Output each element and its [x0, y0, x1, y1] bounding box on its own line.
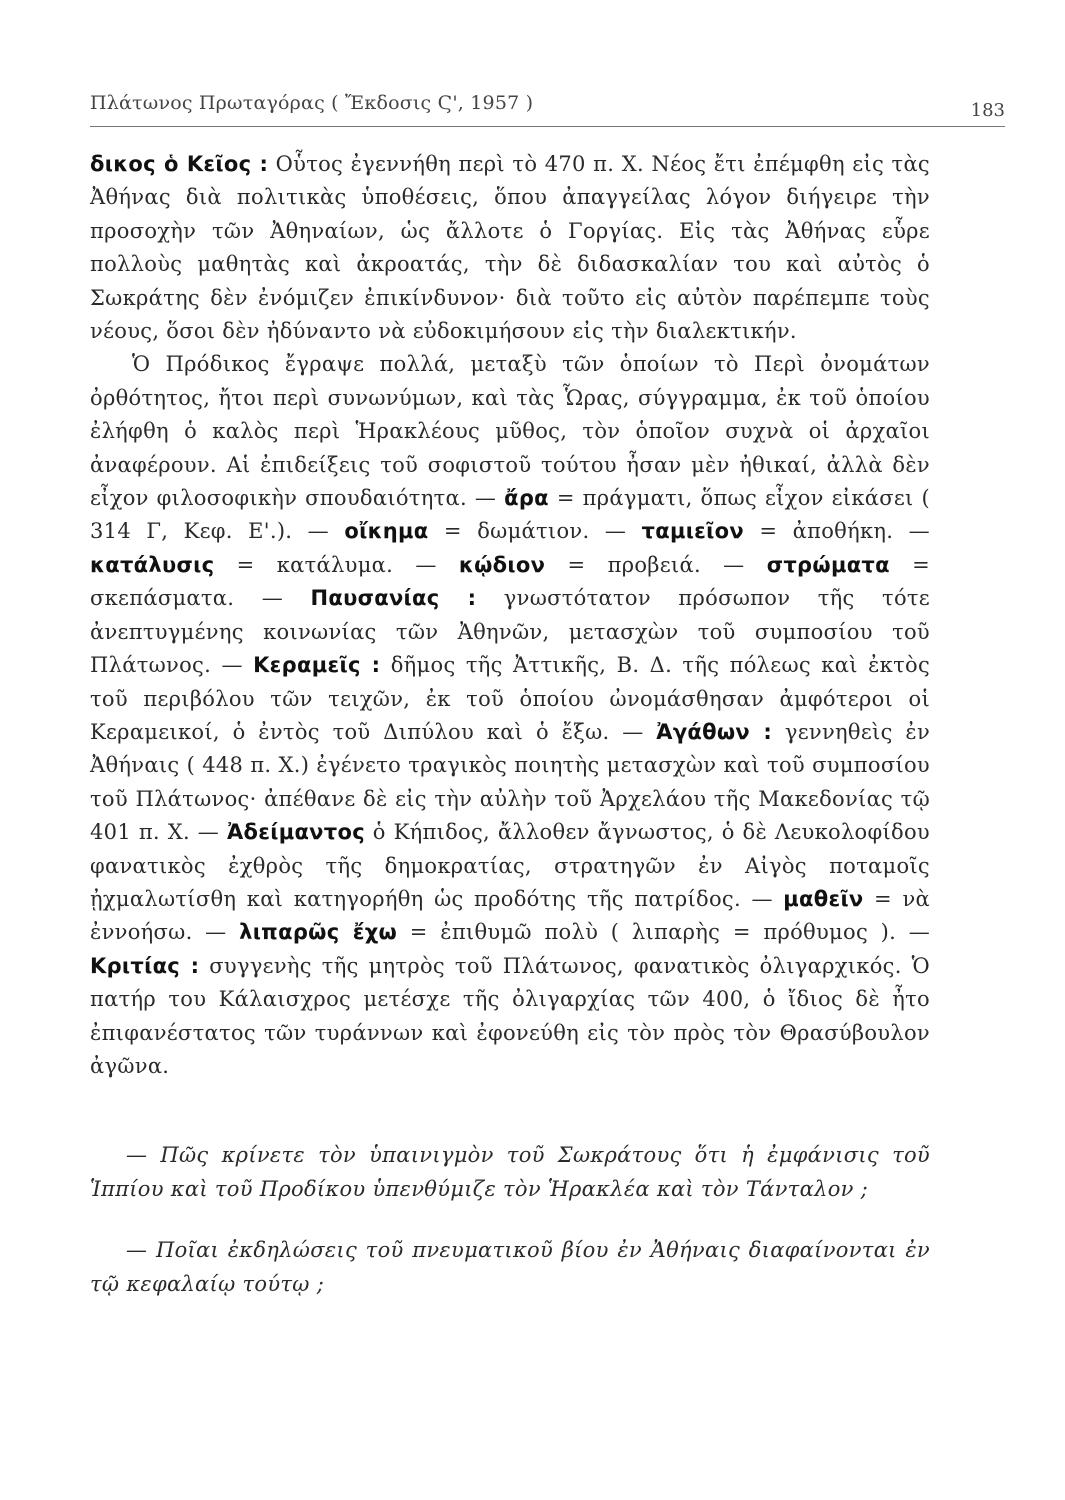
study-question: — Πῶς κρίνετε τὸν ὑπαινιγμὸν τοῦ Σωκράτους ὅτι ἡ ἐμφάνισις τοῦ Ἱππίου καὶ τοῦ Προδίκου ὑπενθύμιζε τὸν Ἡρακλέα καὶ τὸν Τάνταλον ; [90, 1143, 930, 1201]
glossary-term: μαθεῖν [783, 886, 864, 911]
glossary-term: Κριτίας : [90, 953, 200, 978]
glossary-term: δικος ὁ Κεῖος : [90, 152, 269, 176]
glossary-paragraph [90, 348, 930, 1083]
glossary-term: ἄρα [504, 486, 549, 511]
page-number: 183 [970, 100, 1005, 121]
running-header-title: Πλάτωνος Πρωταγόρας ( Ἔκδοσις Ϛ', 1957 ) [90, 92, 534, 114]
glossary-term: οἴκημα [344, 519, 429, 544]
glossary-term: λιπαρῶς ἔχω [239, 920, 398, 945]
glossary-term: κατάλυσις [90, 552, 215, 577]
prodicus-paragraph [90, 148, 930, 348]
running-header [90, 90, 1005, 127]
glossary-term: Κεραμεῖς : [253, 653, 381, 678]
glossary-definition: γνωστότατον πρόσωπον τῆς τότε ἀνεπτυγμένης κοινωνίας τῶν Ἀθηνῶν, μετασχὼν τοῦ συμποσίου τοῦ Πλάτωνος. — [90, 586, 930, 678]
glossary-definition: = πράγματι, ὅπως εἶχον εἰκάσει ( 314 Γ, Κεφ. Ε'.). — [90, 486, 930, 544]
glossary-term: Ἀδείμαντος [226, 820, 365, 845]
glossary-definition: = ἀποθήκη. — [743, 519, 930, 544]
glossary-definition: = νὰ ἐννοήσω. — [90, 886, 930, 945]
glossary-definition: συγγενὴς τῆς μητρὸς τοῦ Πλάτωνος, φανατικὸς ὀλιγαρχικός. Ὁ πατήρ του Κάλαισχρος μετέσχε τῆς ὀλιγαρχίας τῶν 400, ὁ ἴδιος δὲ ἦτο ἐπιφανέστατος τῶν τυράννων καὶ ἐφονεύθη εἰς τὸν πρὸς τὸν Θρασύβουλον ἀγῶνα. [90, 953, 930, 1078]
glossary-term: ταμιεῖον [641, 519, 744, 544]
glossary-definition: = σκεπάσματα. — [90, 552, 930, 611]
glossary-definition: δῆμος τῆς Ἀττικῆς, Β. Δ. τῆς πόλεως καὶ ἐκτὸς τοῦ περιβόλου τῶν τειχῶν, ἐκ τοῦ ὁποίου ὠνομάσθησαν ἀμφότεροι οἱ Κεραμεικοί, ὁ ἐντὸς τοῦ Διπύλου καὶ ὁ ἔξω. — [90, 653, 931, 744]
glossary-term: κῴδιον [458, 552, 546, 577]
commentary-text [90, 148, 930, 1301]
glossary-definition: ὁ Κήπιδος, ἄλλοθεν ἄγνωστος, ὁ δὲ Λευκολοφίδου φανατικὸς ἐχθρὸς τῆς δημοκρατίας, στρατηγῶν ἐν Αἰγὸς ποταμοῖς ᾐχμαλωτίσθη καὶ κατηγορήθη ὡς προδότης τῆς πατρίδος. — [90, 820, 930, 911]
glossary-definition: = ἐπιθυμῶ πολὺ ( λιπαρὴς = πρόθυμος ). — [397, 920, 931, 945]
glossary-definition: = δωμάτιον. — [428, 519, 642, 544]
glossary-definition: Οὗτος ἐγεννήθη περὶ τὸ 470 π. Χ. Νέος ἔτι ἐπέμφθη εἰς τὰς Ἀθήνας διὰ πολιτικὰς ὑποθέσεις, ὅπου ἀπαγγείλας λόγον διήγειρε τὴν προσοχὴν τῶν Ἀθηναίων, ὡς ἄλλοτε ὁ Γοργίας. Εἰς τὰς Ἀθήνας εὗρε πολλοὺς μαθητὰς καὶ ἀκροατάς, τὴν δὲ διδασκαλίαν του καὶ αὐτὸς ὁ Σωκράτης δὲν ἐνόμιζεν ἐπικίνδυνον· διὰ τοῦτο εἰς αὐτὸν παρέπεμπε τοὺς νέους, ὅσοι δὲν ἠδύναντο νὰ εὐδοκιμήσουν εἰς τὴν διαλεκτικήν. [90, 152, 930, 344]
glossary-term: στρώματα [766, 552, 890, 577]
glossary-definition: = κατάλυμα. — [214, 552, 459, 577]
glossary-term: Παυσανίας : [310, 586, 477, 611]
glossary-text: Ὁ Πρόδικος ἔγραψε πολλά, μεταξὺ τῶν ὁποίων τὸ Περὶ ὀνομάτων ὀρθότητος, ἤτοι περὶ συνωνύμων, καὶ τὰς Ὧρας, σύγγραμμα, ἐκ τοῦ ὁποίου ἐλήφθη ὁ καλὸς περὶ Ἡρακλέους μῦθος, τὸν ὁποῖον συχνὰ οἱ ἀρχαῖοι ἀναφέρουν. Αἱ ἐπιδείξεις τοῦ σοφιστοῦ τούτου ἦσαν μὲν ἠθικαί, ἀλλὰ δὲν εἶχον φιλοσοφικὴν σπουδαιότητα. — [90, 352, 930, 511]
glossary-definition: = προβειά. — [545, 552, 767, 577]
study-question: — Ποῖαι ἐκδηλώσεις τοῦ πνευματικοῦ βίου ἐν Ἀθήναις διαφαίνονται ἐν τῷ κεφαλαίῳ τούτῳ ; [90, 1238, 930, 1296]
glossary-definition: γεννηθεὶς ἐν Ἀθήναις ( 448 π. Χ.) ἐγένετο τραγικὸς ποιητὴς μετασχὼν καὶ τοῦ συμποσίου τοῦ Πλάτωνος· ἀπέθανε δὲ εἰς τὴν αὐλὴν τοῦ Ἀρχελάου τῆς Μακεδονίας τῷ 401 π. Χ. — [90, 719, 931, 845]
glossary-term: Ἀγάθων : [656, 719, 773, 744]
